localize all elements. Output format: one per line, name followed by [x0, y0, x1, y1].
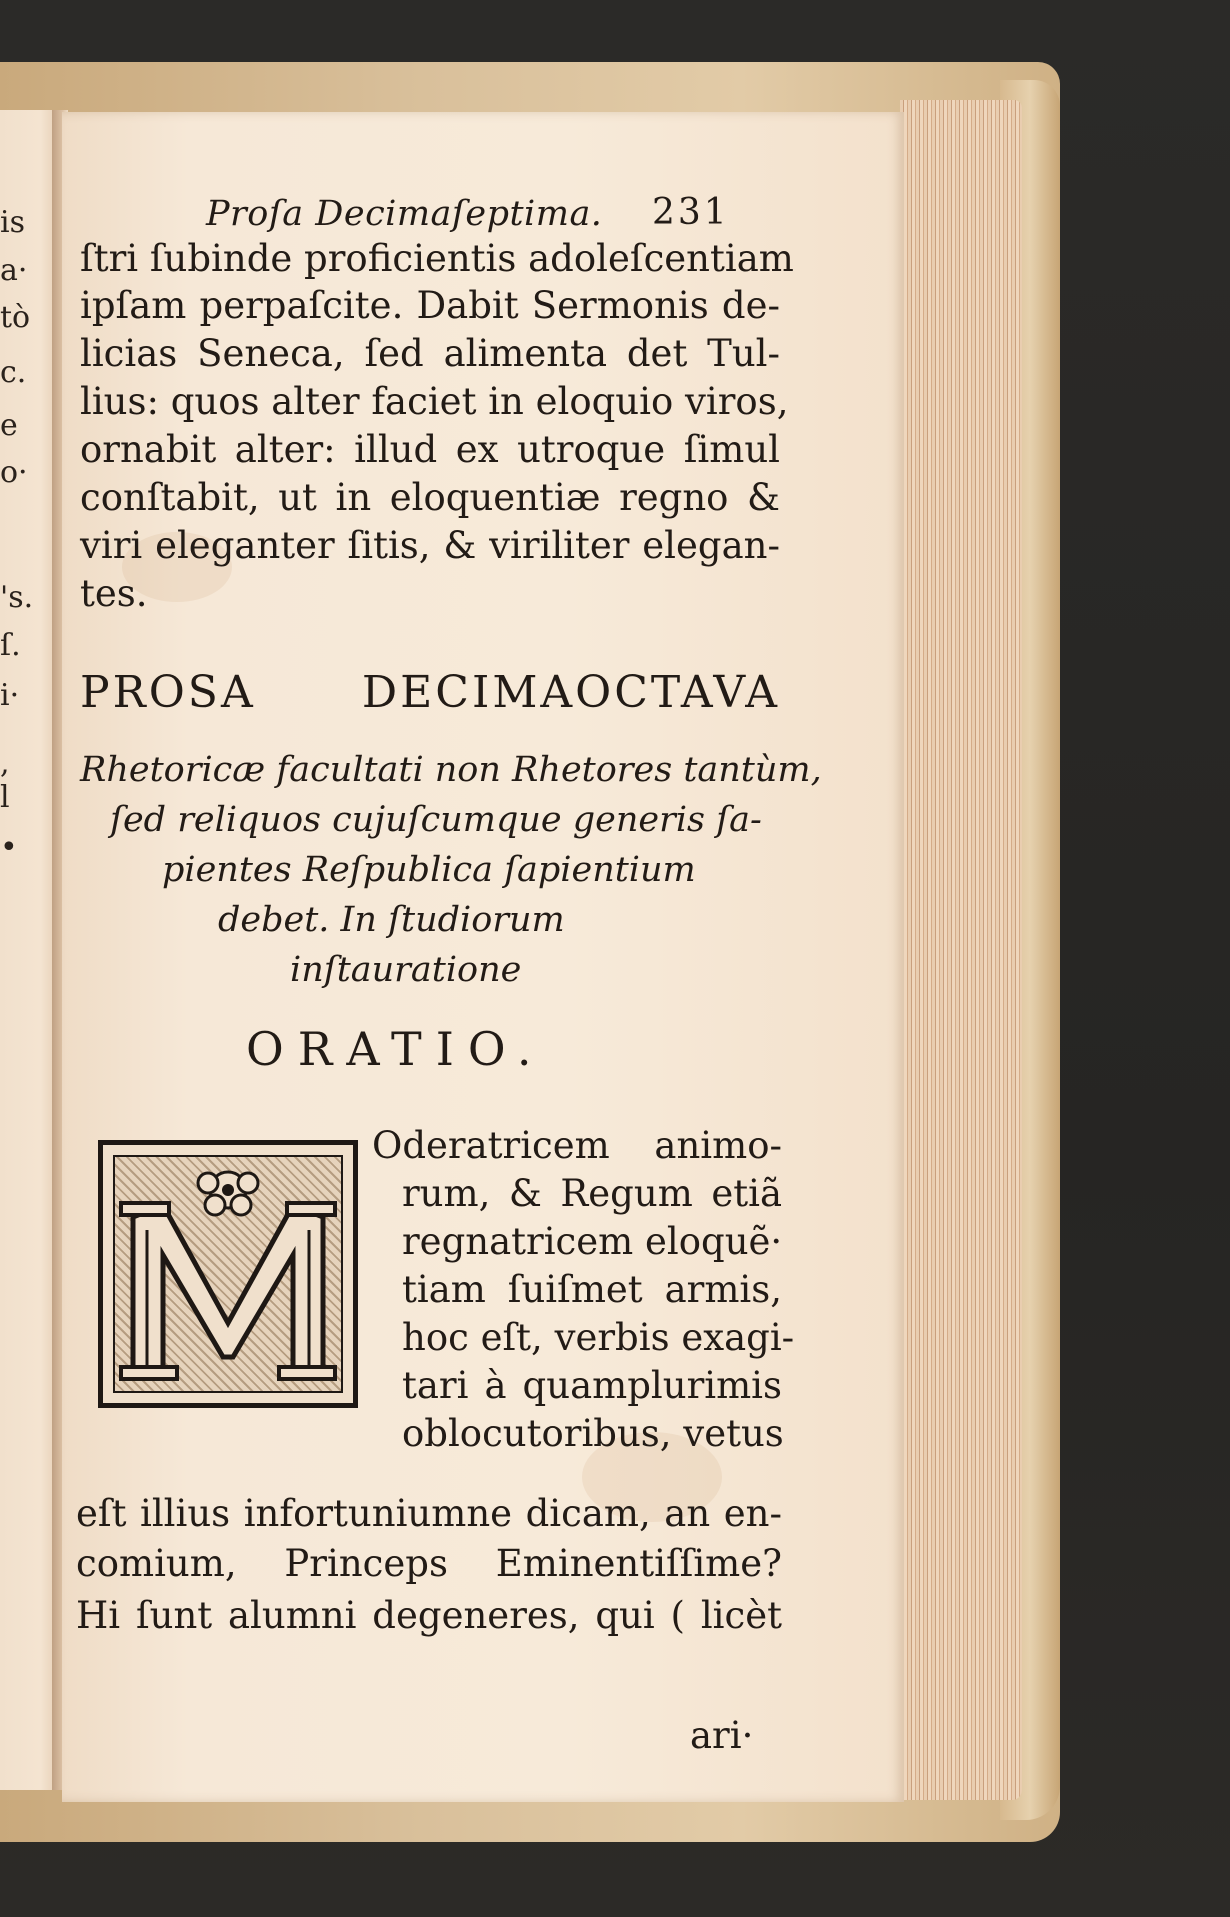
left-page-fragment: a·	[0, 253, 28, 288]
body-line: licias Seneca, ſed alimenta det Tul-	[80, 332, 780, 375]
left-page-fragment: ſ.	[0, 628, 21, 663]
left-page-fragment: o·	[0, 455, 28, 490]
subtitle-line: Rhetoricæ facultati non Rhetores tantùm,	[80, 750, 822, 790]
catchword: ari·	[690, 1714, 754, 1757]
page-number: 231	[652, 192, 730, 233]
body-line: eſt illius infortuniumne dicam, an en-	[76, 1492, 782, 1535]
left-page-fragment: tò	[0, 300, 31, 335]
body-line: conſtabit, ut in eloquentiæ regno &	[80, 476, 780, 519]
left-page-fragment: l	[0, 780, 10, 815]
left-page-fragment: 's.	[0, 580, 34, 615]
body-line: viri eleganter ſitis, & viriliter elegan-	[80, 524, 780, 567]
section-title: PROSA DECIMAOCTAVA	[80, 667, 780, 718]
body-line: ipſam perpaſcite. Dabit Sermonis de-	[80, 284, 780, 327]
body-line: Oderatricem animo-	[372, 1124, 782, 1167]
subtitle-line: ſed reliquos cujuſcumque generis ſa-	[110, 800, 762, 840]
subtitle-line: inſtauratione	[290, 950, 522, 990]
body-line: rum, & Regum etiã	[402, 1172, 782, 1215]
body-line: hoc eſt, verbis exagi-	[402, 1316, 795, 1359]
body-line: ſtri ſubinde proficientis adoleſcentiam	[80, 237, 794, 280]
left-page-fragment: is	[0, 205, 25, 240]
subtitle-line: pientes Reſpublica ſapientium	[162, 850, 696, 890]
body-line: ornabit alter: illud ex utroque ſimul	[80, 428, 780, 471]
book-page	[62, 112, 904, 1802]
oration-heading: ORATIO.	[246, 1022, 546, 1076]
left-page-fragment: i·	[0, 678, 20, 713]
body-line: tiam ſuiſmet armis,	[402, 1268, 782, 1311]
body-line: regnatricem eloquẽ·	[402, 1220, 783, 1263]
left-page-fragment: c.	[0, 355, 27, 390]
body-line: comium, Princeps Eminentiſſime?	[76, 1542, 782, 1585]
body-line: lius: quos alter faciet in eloquio viros,	[80, 380, 789, 423]
page-fore-edge	[900, 100, 1022, 1800]
previous-page	[0, 110, 58, 1790]
left-page-fragment: ,	[0, 746, 10, 781]
body-line: oblocutoribus, vetus	[402, 1412, 784, 1455]
subtitle-line: debet. In ſtudiorum	[218, 900, 565, 940]
running-head: Proſa Decimaſeptima.	[206, 194, 603, 234]
body-line: tari à quamplurimis	[402, 1364, 782, 1407]
initial-letter-m	[103, 1145, 353, 1403]
left-page-fragment: •	[0, 830, 18, 865]
body-line: Hi ſunt alumni degeneres, qui ( licèt	[76, 1594, 782, 1637]
body-line: tes.	[80, 572, 148, 615]
left-page-fragment: e	[0, 408, 18, 443]
decorated-initial	[98, 1140, 358, 1408]
